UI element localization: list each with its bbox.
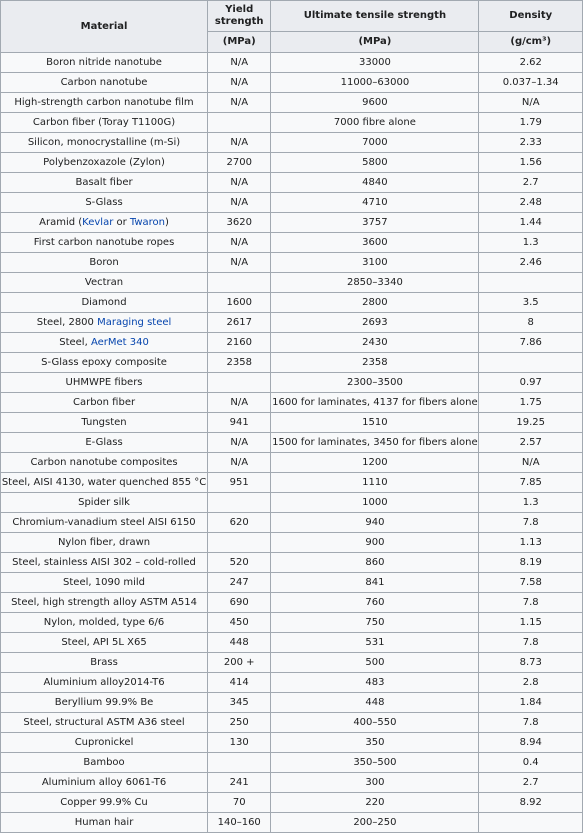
yield-strength-cell: N/A [208,133,271,153]
material-cell [1,113,208,133]
yield-strength-cell: 2358 [208,353,271,373]
uts-header-label: Ultimate tensile strength [303,10,447,21]
material-text: Nylon, molded, type 6/6 [43,617,165,628]
material-cell [1,333,208,353]
tensile-strength-cell: 350–500 [271,753,479,773]
table-row [1,353,583,373]
yield-strength-cell: 200 + [208,653,271,673]
material-cell [1,493,208,513]
material-cell [1,313,208,333]
density-cell: 2.8 [479,673,583,693]
table-row [1,493,583,513]
density-cell: 1.75 [479,393,583,413]
yield-strength-cell [208,373,271,393]
tensile-strength-cell: 33000 [271,53,479,73]
density-cell [479,273,583,293]
tensile-strength-cell: 200–250 [271,813,479,833]
density-cell: 0.037–1.34 [479,73,583,93]
yield-strength-cell: 620 [208,513,271,533]
table-row [1,213,583,233]
material-cell [1,753,208,773]
material-cell [1,673,208,693]
tensile-strength-cell: 500 [271,653,479,673]
density-cell: 2.7 [479,173,583,193]
density-cell: 8.19 [479,553,583,573]
table-row [1,73,583,93]
yield-strength-cell: 250 [208,713,271,733]
tensile-strength-cell: 2358 [271,353,479,373]
density-cell: 8.92 [479,793,583,813]
yield-column-header[interactable] [208,1,271,32]
density-cell: 1.79 [479,113,583,133]
tensile-strength-cell: 3600 [271,233,479,253]
density-cell: 7.8 [479,513,583,533]
density-cell: 1.3 [479,493,583,513]
material-cell [1,593,208,613]
yield-strength-cell: 140–160 [208,813,271,833]
table-row [1,813,583,833]
material-text: E-Glass [85,437,123,448]
material-text: Cupronickel [74,737,134,748]
material-text: Diamond [81,297,127,308]
table-row [1,333,583,353]
material-text: Steel, API 5L X65 [61,637,147,648]
density-column-header[interactable] [479,1,583,32]
material-text: Steel, 2800 [36,317,98,328]
yield-strength-cell: N/A [208,93,271,113]
tensile-strength-cell: 841 [271,573,479,593]
tensile-strength-cell: 2693 [271,313,479,333]
material-cell [1,173,208,193]
yield-strength-cell [208,273,271,293]
table-row [1,653,583,673]
density-cell: 2.48 [479,193,583,213]
density-cell: 2.33 [479,133,583,153]
table-row [1,693,583,713]
material-cell [1,693,208,713]
density-cell: 1.56 [479,153,583,173]
tensile-strength-cell: 2850–3340 [271,273,479,293]
material-cell [1,573,208,593]
table-row [1,113,583,133]
tensile-strength-cell: 11000–63000 [271,73,479,93]
material-text: Brass [90,657,118,668]
material-text: UHMWPE fibers [65,377,143,388]
yield-strength-cell: N/A [208,453,271,473]
material-text: S-Glass [85,197,123,208]
tensile-strength-cell: 760 [271,593,479,613]
table-row [1,153,583,173]
material-cell [1,613,208,633]
density-cell: 7.8 [479,593,583,613]
density-unit-header [479,32,583,53]
yield-strength-cell: 414 [208,673,271,693]
material-cell [1,453,208,473]
table-body [1,53,583,833]
material-text: Silicon, monocrystalline (m-Si) [27,137,181,148]
material-header-label: Material [80,20,128,32]
material-cell [1,633,208,653]
tensile-strength-cell: 1000 [271,493,479,513]
density-cell: 0.4 [479,753,583,773]
material-text: Copper 99.9% Cu [60,797,148,808]
yield-strength-cell: N/A [208,173,271,193]
density-cell: 7.86 [479,333,583,353]
density-unit-label: (g/cm³) [510,36,552,47]
density-header-label: Density [509,10,553,21]
material-text: Chromium-vanadium steel AISI 6150 [12,517,196,528]
material-cell [1,553,208,573]
uts-unit-label: (MPa) [358,36,392,47]
density-cell: N/A [479,93,583,113]
material-text: Spider silk [78,497,130,508]
yield-strength-cell: 247 [208,573,271,593]
density-cell: 2.46 [479,253,583,273]
material-text: Nylon fiber, drawn [57,537,151,548]
table-row [1,173,583,193]
table-row [1,673,583,693]
yield-strength-cell: 345 [208,693,271,713]
yield-strength-cell: N/A [208,393,271,413]
table-row [1,593,583,613]
material-cell [1,53,208,73]
table-row [1,53,583,73]
material-text: Steel, high strength alloy ASTM A514 [11,597,197,608]
table-row [1,393,583,413]
tensile-strength-cell: 860 [271,553,479,573]
tensile-strength-cell: 531 [271,633,479,653]
density-cell: 1.15 [479,613,583,633]
table-row [1,633,583,653]
density-cell: 0.97 [479,373,583,393]
material-cell [1,373,208,393]
material-text: Steel, 1090 mild [63,577,146,588]
table-row [1,293,583,313]
material-cell [1,213,208,233]
material-cell [1,153,208,173]
table-row [1,713,583,733]
material-text: Human hair [74,817,134,828]
material-link[interactable]: AerMet 340 [90,337,149,348]
material-link[interactable]: Kevlar [82,217,114,228]
tensile-strength-cell: 3100 [271,253,479,273]
tensile-strength-cell: 2430 [271,333,479,353]
material-cell [1,73,208,93]
uts-column-header[interactable] [271,1,479,32]
material-cell [1,273,208,293]
yield-strength-cell: 941 [208,413,271,433]
yield-strength-cell: 951 [208,473,271,493]
material-cell [1,293,208,313]
yield-strength-cell [208,493,271,513]
density-cell: 7.85 [479,473,583,493]
tensile-strength-cell: 750 [271,613,479,633]
density-cell: N/A [479,453,583,473]
material-cell [1,793,208,813]
yield-header-line1: Yield [225,4,254,15]
density-cell: 2.57 [479,433,583,453]
table-row [1,93,583,113]
table-row [1,473,583,493]
tensile-strength-cell: 4840 [271,173,479,193]
material-cell [1,653,208,673]
material-link[interactable]: Maraging steel [97,317,172,328]
density-cell: 7.8 [479,713,583,733]
yield-strength-cell [208,753,271,773]
table-row [1,533,583,553]
material-text: Carbon nanotube composites [30,457,178,468]
material-text: Steel, [59,337,91,348]
table-row [1,753,583,773]
table-row [1,513,583,533]
yield-strength-cell: N/A [208,53,271,73]
material-text: High-strength carbon nanotube film [14,97,194,108]
material-cell [1,733,208,753]
tensile-strength-cell: 5800 [271,153,479,173]
density-cell: 7.58 [479,573,583,593]
yield-strength-cell: N/A [208,433,271,453]
tensile-strength-cell: 940 [271,513,479,533]
material-text: ) [165,217,169,228]
table-row [1,613,583,633]
table-row [1,553,583,573]
material-cell [1,133,208,153]
table-row [1,193,583,213]
tensile-strength-cell: 220 [271,793,479,813]
material-text: Carbon fiber [72,397,136,408]
material-link[interactable]: Twaron [129,217,166,228]
material-cell [1,713,208,733]
table-row [1,733,583,753]
material-text: Tungsten [81,417,127,428]
yield-strength-cell: 3620 [208,213,271,233]
material-cell [1,93,208,113]
tensile-strength-cell: 2300–3500 [271,373,479,393]
material-cell [1,253,208,273]
table-row [1,253,583,273]
density-cell: 3.5 [479,293,583,313]
yield-strength-cell: 450 [208,613,271,633]
density-cell: 2.7 [479,773,583,793]
density-cell [479,353,583,373]
yield-strength-cell: 241 [208,773,271,793]
density-cell: 1.3 [479,233,583,253]
density-cell: 19.25 [479,413,583,433]
tensile-strength-cell: 1110 [271,473,479,493]
yield-strength-cell: N/A [208,193,271,213]
material-text: Beryllium 99.9% Be [54,697,154,708]
material-text: Vectran [84,277,124,288]
density-cell: 1.84 [479,693,583,713]
material-cell [1,193,208,213]
material-cell [1,413,208,433]
table-row [1,273,583,293]
material-cell [1,233,208,253]
uts-unit-header [271,32,479,53]
density-cell: 8.94 [479,733,583,753]
material-text: Boron [89,257,119,268]
table-row [1,453,583,473]
yield-strength-cell: 2700 [208,153,271,173]
material-cell [1,353,208,373]
material-cell [1,773,208,793]
table-row [1,793,583,813]
tensile-strength-cell: 9600 [271,93,479,113]
material-text: Aramid ( [39,217,83,228]
material-text: Steel, stainless AISI 302 – cold-rolled [12,557,196,568]
material-text: First carbon nanotube ropes [33,237,175,248]
tensile-strength-cell: 3757 [271,213,479,233]
material-cell [1,393,208,413]
yield-strength-cell: 2160 [208,333,271,353]
material-text: Steel, structural ASTM A36 steel [23,717,185,728]
tensile-strength-cell: 350 [271,733,479,753]
material-cell [1,473,208,493]
material-column-header[interactable] [1,1,208,53]
yield-unit-header [208,32,271,53]
table-row [1,233,583,253]
yield-strength-cell: 690 [208,593,271,613]
tensile-strength-cell: 300 [271,773,479,793]
tensile-strength-cell: 2800 [271,293,479,313]
tensile-strength-cell: 1200 [271,453,479,473]
material-text: Carbon nanotube [60,77,148,88]
yield-strength-cell [208,533,271,553]
material-text: Aluminium alloy2014-T6 [43,677,165,688]
material-text: Aluminium alloy 6061-T6 [41,777,167,788]
material-cell [1,433,208,453]
table-row [1,413,583,433]
table-row [1,573,583,593]
density-cell: 1.44 [479,213,583,233]
density-cell: 8.73 [479,653,583,673]
material-text: Polybenzoxazole (Zylon) [43,157,165,168]
table-row [1,133,583,153]
yield-strength-cell: N/A [208,233,271,253]
material-text: S-Glass epoxy composite [41,357,167,368]
yield-strength-cell: 130 [208,733,271,753]
yield-header-line2: strength [214,16,264,27]
material-cell [1,533,208,553]
yield-strength-cell: 520 [208,553,271,573]
table-row [1,773,583,793]
density-cell: 1.13 [479,533,583,553]
material-cell [1,513,208,533]
tensile-strength-cell: 4710 [271,193,479,213]
yield-strength-cell: 448 [208,633,271,653]
tensile-strength-cell: 7000 fibre alone [271,113,479,133]
table-row [1,433,583,453]
density-cell [479,813,583,833]
table-row [1,373,583,393]
table-header [1,1,583,53]
tensile-strength-cell: 448 [271,693,479,713]
tensile-strength-cell: 1600 for laminates, 4137 for fibers alone [271,393,479,413]
tensile-strength-cell: 1510 [271,413,479,433]
tensile-strength-cell: 483 [271,673,479,693]
material-text: Steel, AISI 4130, water quenched 855 °C [1,477,207,488]
yield-strength-cell: 2617 [208,313,271,333]
yield-strength-cell: 1600 [208,293,271,313]
material-text: Carbon fiber (Toray T1100G) [32,117,176,128]
density-cell: 8 [479,313,583,333]
material-text: Basalt fiber [75,177,133,188]
material-text: Boron nitride nanotube [46,57,162,68]
yield-strength-cell: 70 [208,793,271,813]
density-cell: 7.8 [479,633,583,653]
yield-strength-cell: N/A [208,73,271,93]
yield-unit-label: (MPa) [222,36,256,47]
density-cell: 2.62 [479,53,583,73]
tensile-strength-cell: 900 [271,533,479,553]
tensile-strength-cell: 1500 for laminates, 3450 for fibers alone [271,433,479,453]
yield-strength-cell [208,113,271,133]
material-cell [1,813,208,833]
material-text: or [113,217,130,228]
table-row [1,313,583,333]
tensile-strength-cell: 400–550 [271,713,479,733]
yield-strength-cell: N/A [208,253,271,273]
material-text: Bamboo [83,757,125,768]
tensile-strength-cell: 7000 [271,133,479,153]
